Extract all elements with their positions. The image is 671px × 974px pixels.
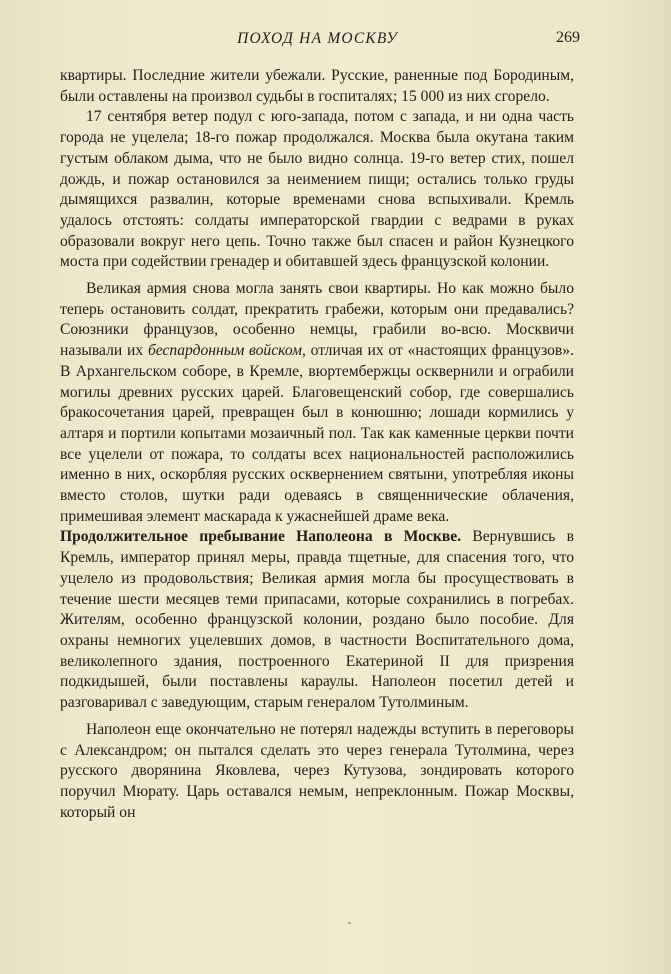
paragraph-2: 17 сентября ветер подул с юго-запада, потом с запада, и ни одна часть города не уцелела; 18-го пожар продолжался. Москва была окутана таким густым облаком дыма, что не было видно солнца. 19-го ветер стих, пошел дождь, и пожар остановился за неимением пищи; остались только груды дымящихся развалин, которые временами снова вспыхивали. Кремль удалось отстоять: солдаты императорской гвардии с ведрами в руках образовали вокруг него цепь. Точно также был спасен и район Кузнецкого моста при содействии гренадер и обитавшей здесь французской колонии. bbox=[60, 108, 574, 271]
page-number: 269 bbox=[556, 29, 580, 46]
body-text bbox=[60, 66, 574, 823]
paper-speck bbox=[348, 922, 351, 924]
running-head bbox=[60, 28, 580, 50]
paragraph-4 bbox=[60, 527, 574, 713]
paragraph-3-emphasis: беспардонным войском, bbox=[147, 342, 306, 360]
paragraph-3-part-1: Великая армия снова могла занять свои квартиры. Но как можно было теперь остановить солдат, прекратить грабежи, которым они предавались? Союзники французов, особенно немцы, грабили во-всю. Москвичи называли их bbox=[60, 280, 574, 360]
paragraph-3 bbox=[60, 279, 574, 527]
paragraph-4-text: Вернувшись в Кремль, император принял меры, правда тщетные, для спасения того, что уцелело из продовольствия; Великая армия могла бы просуществовать в течение шести месяцев теми припасами, которые сохранились в погребах. Жителям, особенно французской колонии, роздано было пособие. Для охраны немногих уцелевших домов, в частности Воспитательного дома, великолепного здания, построенного Екатериной II для призрения подкидышей, были поставлены караулы. Наполеон посетил детей и разговаривал с заведующим, старым генералом Тутолминым. bbox=[60, 528, 574, 712]
paragraph-1: квартиры. Последние жители убежали. Русские, раненные под Бородиным, были оставлены на произвол судьбы в госпиталях; 15 000 из них сгорело. bbox=[60, 67, 574, 105]
section-run-in-heading: Продолжительное пребывание Наполеона в Москве. bbox=[60, 528, 462, 546]
paragraph-3-part-2: отличая их от «настоящих французов». В Архангельском соборе, в Кремле, вюртембержцы осквернили и ограбили могилы древних русских царей. Благовещенский собор, где совершались бракосочетания царей, превращен был в конюшню; лошади кормились у алтаря и портили копытами мозаичный пол. Так как каменные церкви почти все уцелели от пожара, то солдаты всех национальностей расположились именно в них, оскорбляя русских осквернением святыни, употребляя иконы вместо столов, шутки ради одеваясь в священнические облачения, примешивая элемент маскарада к ужаснейшей драме века. bbox=[60, 342, 574, 525]
running-head-title: ПОХОД НА МОСКВУ bbox=[237, 30, 398, 47]
paragraph-5: Наполеон еще окончательно не потерял надежды вступить в переговоры с Александром; он пытался сделать это через генерала Тутолмина, через русского дворянина Яковлева, через Кутузова, зондировать которого поручил Мюрату. Царь оставался немым, непреклонным. Пожар Москвы, который он bbox=[60, 720, 574, 821]
